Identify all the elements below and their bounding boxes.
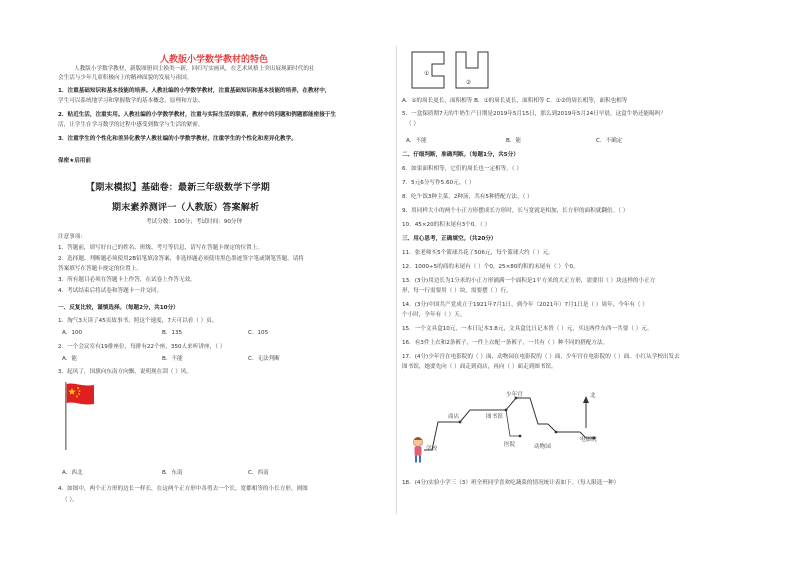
map-label-zoo: 动物园 (534, 444, 551, 450)
fill-14-cont: 个小时，全年有（ ）天。 (402, 312, 466, 318)
intro-para-line-1: 人教版小学数学教材，新版图册回主换类一新，回归写实画风，在艺术风格上突出展现新时代的社 (74, 66, 315, 72)
judgement-7: 7．5元6分写作5.60元。（ ） (402, 180, 475, 186)
section-2-heading: 二、仔细判断，准确判断。（每题1分，共5分） (402, 152, 519, 158)
map-label-hospital: 医院 (504, 442, 516, 448)
q2-option-c: C．无法判断 (248, 356, 280, 362)
fill-12: 12．1000÷5的商的末尾有（ ）个0，25×80的积的末尾有（ ）个0。 (402, 264, 579, 270)
map-label-school: 学校 (426, 446, 438, 452)
intro-title: 人教版小学数学教材的特色 (160, 55, 269, 65)
q1-option-a: A．100 (62, 330, 83, 336)
question-5: 5．一盒保质期7天的牛奶生产日期是2019年5月15日，那么到2019年5月24日早晨，这盒牛奶还能喝吗？ (402, 111, 666, 117)
route-map (410, 388, 630, 470)
map-label-library: 图书馆 (486, 414, 503, 420)
square-figures (410, 50, 490, 90)
intro-para-line-2: 会生活与少年儿童积极向上的精神面貌的发展与祖国。 (58, 75, 193, 81)
column-divider (396, 46, 397, 514)
notes-heading: 注意事项： (58, 234, 86, 240)
question-5-cont: （ ） (406, 121, 419, 127)
q5-option-b: B．能 (506, 138, 522, 144)
intro-point-2: 2．贴近生活，注重实用。人教社编的小学数学教材，注重与实际生活的联系，教材中的问题和例题都能密接于生 (58, 112, 336, 118)
exam-title-line-2: 期末素养测评一（人教版）答案解析 (112, 203, 260, 213)
intro-point-1: 1．注重基础知识和基本技能的培养。人教社编的小学数学教材，注重基础知识和基本技能的培养，在教材中， (58, 88, 331, 94)
exam-meta: 考试分数：100分；考试时间：90分钟 (146, 219, 243, 225)
note-item: 1．答题前，填写好自己的姓名、班级、考号等信息，请写在答题卡规定的位置上。 (58, 245, 263, 251)
fill-17-cont: 图书馆，她要先向（ ）面走到商店，再向（ ）面走到图书馆。 (402, 364, 557, 370)
figure-label-1: ① (424, 71, 430, 77)
fill-16: 16．有3件上衣和2条裤子，一件上衣配一条裤子，一共有（ ）种不同的搭配方法。 (402, 340, 609, 346)
judgement-8: 8．吃午饭3种主菜，2种汤，共有5种搭配方法。（ ） (402, 194, 533, 200)
fill-18: 18．(4分)实验小学三（3）班全班同学喜欢吃蔬菜的情况统计表如下。（每人限选一种） (402, 480, 620, 486)
section-3-heading: 三、用心思考，正确填空。（共20分） (402, 236, 497, 242)
intro-point-2-cont: 活，让学生在学习数学的过程中感受到数学与生活的紧密。 (58, 122, 204, 128)
q3-option-a: A．西北 (62, 470, 83, 476)
exam-title-line-1: 【期末模拟】基础卷：最新三年级数学下学期 (86, 183, 271, 193)
note-item: 2．选择题、判断题必须使用2B铅笔填涂答案，非选择题必须使用黑色墨迹签字笔或钢笔答题，请将 (58, 256, 304, 262)
fill-14: 14．(3分)中国共产党成立于1921年7月1日，到今年（2021年）7月1日是（ ）周年，今年有（ ） (402, 302, 648, 308)
china-flag-icon (62, 380, 102, 452)
q5-option-a: A．不能 (406, 138, 427, 144)
map-label-cinema: 电影院 (580, 437, 597, 443)
judgement-9: 9．用同样大小的两个小正方形摆成长方形时，长与宽就是相加，长方形的面积就翻倍。（ ） (402, 208, 629, 214)
question-1: 1．淘气3天读了45页故事书，照这个速度，7天可以看（ ）页。 (58, 318, 218, 324)
q5-option-c: C．不确定 (596, 138, 623, 144)
question-4-cont: （ ）。 (62, 497, 78, 503)
question-2: 2．一个会议室有19排座位，每排有22个座，350人来听讲座，（ ） (58, 344, 226, 350)
question-4: 4．如图中，两个正方形的边长一样长，在这两个正方形中各剪去一个长，宽都相等的小长方形，则图 (58, 486, 308, 492)
note-item: 3．所有题目必须在答题卡上作答，在试卷上作答无效。 (58, 277, 196, 283)
note-item: 4．考试结束后将试卷和答题卡一并交回。 (58, 288, 163, 294)
fill-13: 13．(3分)用边长为1分米的小正方形铺满一个面积是1平方米的大正方形，需要用（ ）块这样的小正方 (402, 278, 656, 284)
fill-15: 15．一个文具盒10元，一本日记本3.8元，文具盒比日记本贵（ ）元，买这两件东西一共要（ ）元。 (402, 326, 653, 332)
map-label-shop: 商店 (448, 414, 460, 420)
figure-label-2: ② (466, 80, 472, 86)
q2-option-b: B．不能 (162, 356, 183, 362)
secret-label: 保密★启用前 (58, 158, 91, 164)
intro-point-1-cont: 学生可以系统地学习和掌握数学的基本概念、原理和方法。 (58, 98, 204, 104)
fill-11: 11．张老师买5个篮球共花了506元，每个篮球大约（ ）元。 (402, 250, 554, 256)
q1-option-b: B．135 (162, 330, 183, 336)
q3-option-c: C．西南 (248, 470, 269, 476)
question-3: 3．起风了，国旗向东南方向飘，说明现在刮（ ）风。 (58, 369, 192, 375)
judgement-6: 6．如果面积相等，它们的周长也一定相等。（ ） (402, 166, 523, 172)
judgement-10: 10．45×20的积末尾有3个0。（ ） (402, 222, 491, 228)
q2-option-a: A．能 (62, 356, 78, 362)
section-1-heading: 一、反复比较，谨慎选择。（每题2分，共10分） (58, 305, 179, 311)
map-label-north: 北 (590, 393, 596, 399)
intro-point-3: 3．注重学生的个性化和差异化教学人教社编的小学数学教材，注重学生的个性化和差异化教学。 (58, 136, 297, 142)
fill-13-cont: 形，每一行需要用（ ）块，需要摆（ ）行。 (402, 288, 512, 294)
map-label-youth-palace: 少年宫 (506, 392, 523, 398)
q4-options: A．①的周长更长，面积相等 B．①的周长更长，面积相等 C．①②的周长相等，面积也相等 (402, 98, 628, 104)
fill-17: 17．(4分)少年宫在电影院的（ ）面，动物园在电影院的（ ）面，少年宫在电影院的（ ）面。小红从学校出发去 (402, 354, 680, 360)
q3-option-b: B．东南 (162, 470, 183, 476)
note-item: 答案填写在答题卡规定的位置上。 (58, 266, 142, 272)
q1-option-c: C．105 (248, 330, 269, 336)
